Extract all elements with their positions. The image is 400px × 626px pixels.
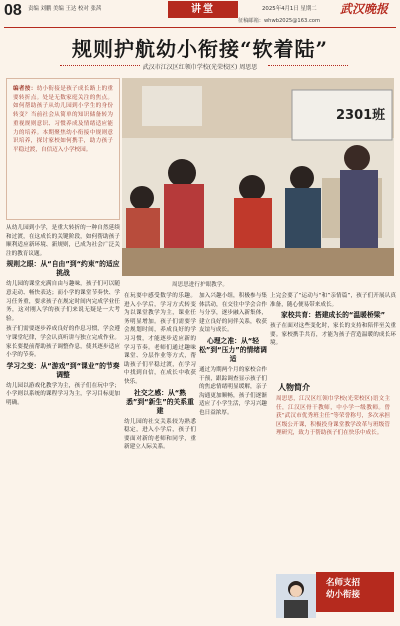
column-1: 从幼儿园到小学，是重大转折的一种自然延续和过渡，在这成长的关键阶段，如何帮助孩子顺利适应新环境、新规则，已成为社会广泛关注的教育议题。 规则之眼：从“自由”到“约束”的适应挑战 幼儿园的课堂充满自由与趣味，孩子们可以随意走动、畅快表达；而小学的课堂节奏快、学习任务重，要求孩子在规定时间内完成学业任务，这对刚入学的孩子们来说无疑是一大考验。 孩子们需要逐步养成良好的作息习惯，学会遵守课堂纪律，学会认真听讲与独立完成作业。家长要提前帮助孩子调整作息，使其逐步适应小学的节奏。 学习之变：从“游戏”到“课业”的节奏调整 幼儿园以游戏化教学为主，孩子们在玩中学；小学则以系统的课程学习为主，学习目标更加明确。: [6, 225, 120, 406]
header-rule: [4, 27, 396, 28]
editor-note-label: 编者按：: [13, 86, 37, 92]
byline-divider-right: [268, 65, 348, 66]
badge-line-2: 幼小衔接: [326, 590, 361, 600]
column-2: 在玩耍中感受数学的乐趣。进入小学后，学习方式转变为以课堂教学为主，课业任务明显增加。孩子们需要学会规划时间，养成良好的学习习惯，才能逐步适应新的学习节奏。老师们通过趣味课堂、分层作业等方式，帮助孩子们平稳过渡，在学习中找到自信，在成长中收获快乐。 社交之感：从“熟悉”到“新生”的关系重建 幼儿园的社交关系较为熟悉稳定，进入小学后，孩子们要面对新的老师和同学，重新建立人际关系。: [124, 293, 196, 451]
article-byline: 武汉市江汉区红领巾学校(光荣校区) 周思思: [142, 64, 258, 71]
section-label: 讲堂: [168, 1, 238, 18]
submission-email: 征稿邮箱：whwb2025@163.com: [238, 18, 321, 24]
rules-paragraph: 幼儿园的课堂充满自由与趣味，孩子们可以随意走动、畅快表达；而小学的课堂节奏快、学习任务重，要求孩子在规定时间内完成学业任务，这对刚入学的孩子们来说无疑是一大考验。: [6, 281, 120, 322]
profile-text: 周思思，江汉区红领巾学校(光荣校区)语文主任，江汉区骨干教师，中小学一级教师。曾获“武汉市优秀班主任”等荣誉称号，多次承担区级公开课，积极投身课堂教学改革与班级管理研究，致力于帮助孩子们在快乐中成长。: [276, 396, 390, 437]
subheading-social: 社交之感：从“熟悉”到“新生”的关系重建: [126, 388, 194, 415]
photo-caption: 周思思进行护眼教学。: [172, 282, 228, 288]
subheading-emotion: 心理之准：从“轻松”到“压力”的情绪调适: [199, 336, 267, 363]
page-header: [0, 0, 400, 28]
subheading-home-school: 家校共育：搭建成长的“温暖桥梁”: [280, 311, 386, 320]
issue-date: 2025年4月1日 星期二: [262, 6, 317, 12]
author-portrait: [276, 574, 316, 618]
page-number: 08: [4, 2, 22, 19]
column-4: 上完会要了“运动与“和”亲情篇”，孩子们开展认真准备，随心便易带来成长。 家校共育：搭建成长的“温暖桥梁” 孩子在面对这些变化时，家长的支持和陪伴至关重要。家校携手共育，才能为孩子营造温暖的成长环境。: [270, 293, 396, 347]
column-badge: [316, 572, 394, 612]
intro-paragraph: 从幼儿园到小学，是重大转折的一种自然延续和过渡，在这成长的关键阶段，如何帮助孩子顺利适应新环境、新规则，已成为社会广泛关注的教育议题。: [6, 225, 120, 257]
newspaper-logo: 武汉晚报: [340, 2, 389, 16]
profile-title: 人物简介: [278, 383, 310, 392]
classroom-photo: [122, 78, 394, 276]
column-3: 加入兴趣小组，积极参与集体活动，在交往中学会合作与分享，逐步融入新集体，建立良好的同伴关系，收获友谊与成长。 心理之准：从“轻松”到“压力”的情绪调适 通过为期两个月的家校合作干预，跟踪调查显示孩子们的焦虑情绪明显缓解，亲子沟通更加顺畅，孩子们逐渐适应了小学生活，学习兴趣也日益浓厚。: [199, 293, 267, 416]
article-title: 规则护航幼小衔接“软着陆”: [71, 37, 328, 61]
subheading-rules: 规则之眼：从“自由”到“约束”的适应挑战: [6, 260, 120, 278]
subheading-study: 学习之变：从“游戏”到“课业”的节奏调整: [6, 361, 120, 379]
editor-note-text: 幼小衔接是孩子成长路上的重要转折点。处是无数家庭关注的焦点。如何帮助孩子从幼儿园到小学生的身份转变？当前社会从简单的知识储备转为重视规则意识、习惯养成及情绪适应能力的培养。本期聚焦幼小衔接中规则意识培养，探讨家校如何携手，助力孩子平稳过渡，自信迈入小学校园。: [13, 86, 113, 153]
editor-note-box: [6, 78, 120, 220]
badge-line-1: 名师支招: [326, 578, 361, 588]
classroom-sign: 2301班: [336, 108, 386, 123]
editor-credits: 责编 刘鹏 美编 王达 校对 张茜: [28, 6, 102, 12]
